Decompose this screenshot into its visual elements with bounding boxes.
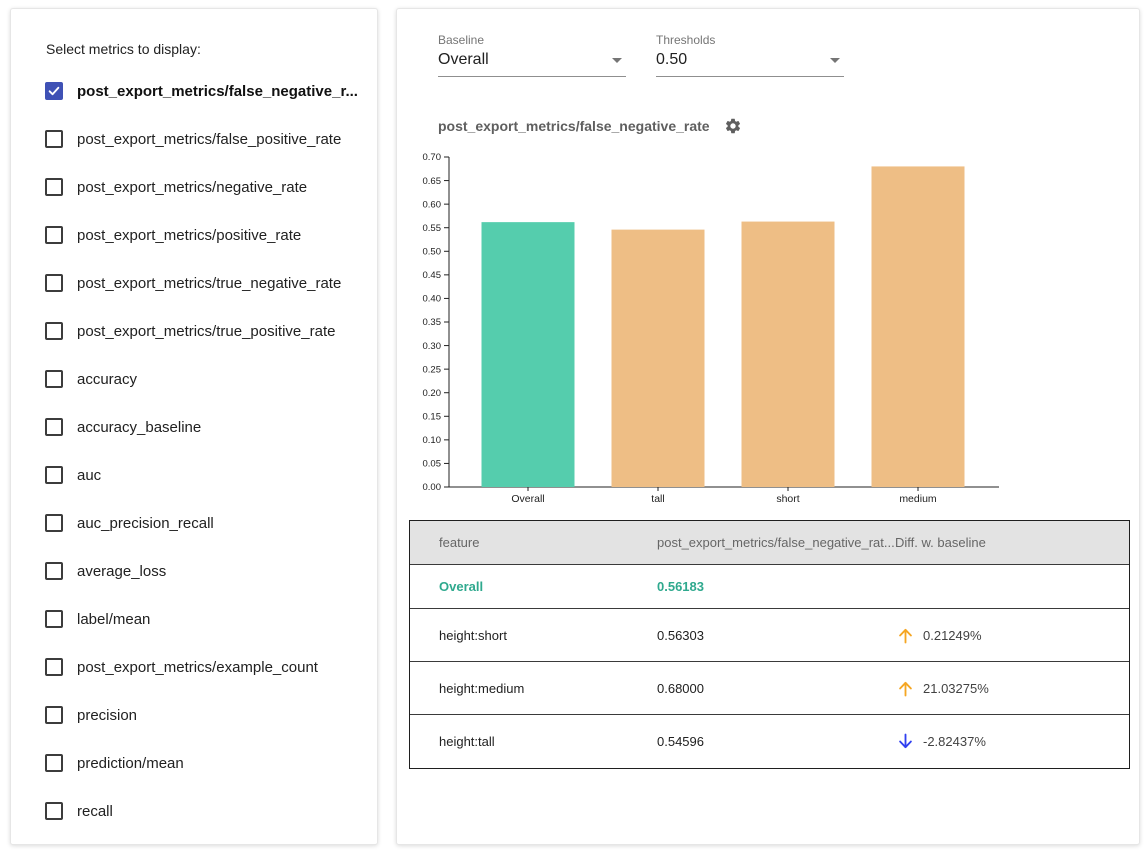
metric-row[interactable] [11,259,377,307]
y-tick-label: 0.15 [422,411,441,423]
y-tick-label: 0.05 [422,458,441,470]
metric-label: post_export_metrics/negative_rate [77,178,308,196]
metric-row[interactable] [11,67,377,115]
dropdown-arrow-icon [612,58,622,63]
baseline-value: Overall [438,51,489,68]
metric-checkbox[interactable] [45,466,63,484]
metric-label: auc [77,466,102,484]
metric-row[interactable] [11,451,377,499]
metric-label: post_export_metrics/false_positive_rate [77,130,342,148]
metrics-panel-title: Select metrics to display: [46,41,201,57]
metric-checkbox[interactable] [45,370,63,388]
metric-label: auc_precision_recall [77,514,214,532]
arrow-up-icon [895,625,916,646]
metric-row[interactable] [11,739,377,787]
metric-checkbox[interactable] [45,802,63,820]
y-tick-label: 0.35 [422,317,441,329]
metric-row[interactable] [11,115,377,163]
x-tick-label: short [776,493,800,505]
metric-label: recall [77,802,113,820]
table-row [410,565,1129,609]
y-tick-label: 0.00 [422,482,441,494]
metric-checkbox[interactable] [45,514,63,532]
feature-cell: Overall [439,579,484,594]
table-body [410,565,1129,768]
y-tick-label: 0.50 [422,246,441,258]
metric-row[interactable] [11,355,377,403]
y-tick-label: 0.20 [422,387,441,399]
metric-checkbox[interactable] [45,226,63,244]
thresholds-label: Thresholds [656,33,716,47]
results-panel [396,8,1140,845]
metric-row[interactable] [11,595,377,643]
thresholds-value: 0.50 [656,51,688,68]
arrow-down-icon [895,731,916,752]
metric-checkbox[interactable] [45,178,63,196]
metric-row[interactable] [11,547,377,595]
table-row [410,715,1129,768]
metric-row[interactable] [11,403,377,451]
metric-checkbox[interactable] [45,562,63,580]
y-tick-label: 0.10 [422,435,441,447]
metric-list [11,67,377,835]
y-tick-label: 0.45 [422,270,441,282]
x-tick-label: tall [651,493,665,505]
bar-Overall[interactable] [482,222,575,487]
metric-checkbox[interactable] [45,82,63,100]
metric-value-cell: 0.56183 [657,579,704,594]
y-tick-label: 0.55 [422,222,441,234]
metric-checkbox[interactable] [45,274,63,292]
metric-checkbox[interactable] [45,658,63,676]
metric-value-cell: 0.54596 [657,734,704,749]
y-tick-label: 0.25 [422,364,441,376]
metric-row[interactable] [11,211,377,259]
diff-cell [895,731,1129,752]
settings-gear-icon[interactable] [724,117,742,135]
y-tick-label: 0.60 [422,199,441,211]
diff-value: 0.21249% [923,627,982,643]
metric-label: accuracy_baseline [77,418,202,436]
baseline-label: Baseline [438,33,485,47]
dropdown-arrow-icon [830,58,840,63]
bar-medium[interactable] [872,166,965,487]
diff-cell [895,625,1129,646]
chart-title: post_export_metrics/false_negative_rate [438,118,710,134]
metric-label: post_export_metrics/example_count [77,658,318,676]
metric-value-cell: 0.68000 [657,680,704,696]
table-row [410,662,1129,715]
metric-row[interactable] [11,163,377,211]
metric-checkbox[interactable] [45,322,63,340]
y-tick-label: 0.65 [422,175,441,187]
diff-value: 21.03275% [923,680,989,696]
x-tick-label: Overall [511,493,545,505]
feature-cell: height:tall [439,734,495,749]
bar-tall[interactable] [612,230,705,487]
bar-chart [411,149,1026,514]
metric-label: accuracy [77,370,138,388]
metric-label: label/mean [77,610,151,628]
table-header-diff: Diff. w. baseline [895,535,986,550]
metric-row[interactable] [11,643,377,691]
metric-label: post_export_metrics/true_positive_rate [77,322,336,340]
table-header-row [410,521,1129,565]
metric-row[interactable] [11,691,377,739]
feature-cell: height:short [439,627,507,643]
y-tick-label: 0.70 [422,152,441,164]
metric-row[interactable] [11,307,377,355]
y-tick-label: 0.40 [422,293,441,305]
metric-checkbox[interactable] [45,610,63,628]
metric-checkbox[interactable] [45,706,63,724]
metrics-table [409,520,1130,769]
metric-checkbox[interactable] [45,418,63,436]
table-row [410,609,1129,662]
feature-cell: height:medium [439,680,525,696]
metric-value-cell: 0.56303 [657,627,704,643]
metric-label: post_export_metrics/true_negative_rate [77,274,342,292]
metric-label: post_export_metrics/false_negative_r... [77,82,358,100]
metric-label: precision [77,706,138,724]
table-header-feature: feature [439,535,480,550]
metric-label: prediction/mean [77,754,184,772]
diff-value: -2.82437% [923,734,986,749]
arrow-up-icon [895,678,916,699]
x-tick-label: medium [899,493,937,505]
metric-row[interactable] [11,787,377,835]
y-tick-label: 0.30 [422,340,441,352]
metric-checkbox[interactable] [45,130,63,148]
check-icon [47,84,61,98]
metric-label: post_export_metrics/positive_rate [77,226,302,244]
bar-short[interactable] [742,222,835,487]
diff-cell [895,678,1129,699]
metric-row[interactable] [11,499,377,547]
metrics-panel [10,8,378,845]
table-header-metric: post_export_metrics/false_negative_rat... [657,535,895,550]
metric-checkbox[interactable] [45,754,63,772]
metric-label: average_loss [77,562,167,580]
baseline-select[interactable] [438,33,626,77]
thresholds-select[interactable] [656,33,844,77]
